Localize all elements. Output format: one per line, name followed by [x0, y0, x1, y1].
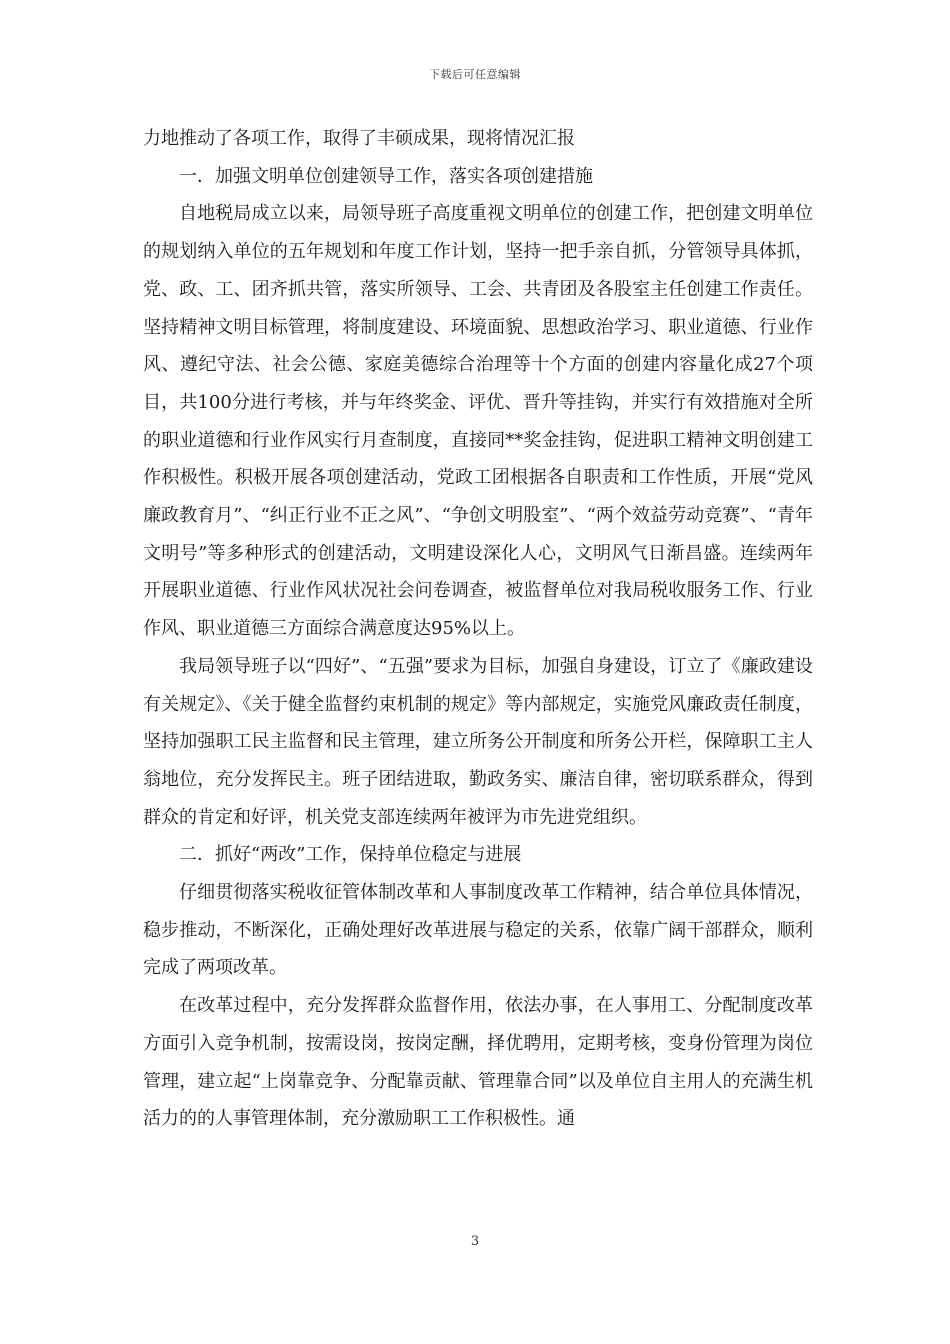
paragraph-continuation: 力地推动了各项工作，取得了丰硕成果，现将情况汇报	[143, 128, 575, 149]
section-heading-1: 一．加强文明单位创建领导工作，落实各项创建措施	[179, 165, 593, 187]
page-number: 3	[470, 1234, 480, 1249]
paragraph: 自地税局成立以来，局领导班子高度重视文明单位的创建工作，把创建文明单位的规划纳入单位的五年规划和年度工作计划，坚持一把手亲自抓，分管领导具体抓，党、政、工、团齐抓共管，落实所领导、工会、共青团及各股室主任创建工作责任。坚持精神文明目标管理，将制度建设、环境面貌、思想政治学习、职业道德、行业作风、遵纪守法、社会公德、家庭美德综合治理等十个方面的创建内容量化成27个项目，共100分进行考核，并与年终奖金、评优、晋升等挂钩，并实行有效措施对全所的职业道德和行业作风实行月查制度，直接同**奖金挂钩，促进职工精神文明创建工作积极性。积极开展各项创建活动，党政工团根据各自职责和工作性质，开展“党风廉政教育月”、“纠正行业不正之风”、“争创文明股室”、“两个效益劳动竞赛”、“青年文明号”等多种形式的创建活动，文明建设深化人心，文明风气日渐昌盛。连续两年开展职业道德、行业作风状况社会问卷调查，被监督单位对我局税收服务工作、行业作风、职业道德三方面综合满意度达95%以上。	[143, 203, 813, 640]
document-body	[143, 120, 813, 1138]
paragraph: 在改革过程中，充分发挥群众监督作用，依法办事，在人事用工、分配制度改革方面引入竞争机制，按需设岗，按岗定酬，择优聘用，定期考核，变身份管理为岗位管理，建立起“上岗靠竞争、分配靠贡献、管理靠合同”以及单位自主用人的充满生机活力的的人事管理体制，充分激励职工工作积极性。通	[143, 995, 813, 1130]
paragraph: 仔细贯彻落实税收征管体制改革和人事制度改革工作精神，结合单位具体情况，稳步推动，不断深化，正确处理好改革进展与稳定的关系，依靠广阔干部群众，顺利完成了两项改革。	[143, 882, 813, 979]
paragraph: 我局领导班子以“四好”、“五强”要求为目标，加强自身建设，订立了《廉政建设有关规定》、《关于健全监督约束机制的规定》等内部规定，实施党风廉政责任制度，坚持加强职工民主监督和民主管理，建立所务公开制度和所务公开栏，保障职工主人翁地位，充分发挥民主。班子团结进取，勤政务实、廉洁自律，密切联系群众，得到群众的肯定和好评，机关党支部连续两年被评为市先进党组织。	[143, 655, 813, 828]
section-heading-2: 二．抓好“两改”工作，保持单位稳定与进展	[179, 844, 522, 866]
page-header: 下载后可任意编辑	[429, 68, 521, 81]
